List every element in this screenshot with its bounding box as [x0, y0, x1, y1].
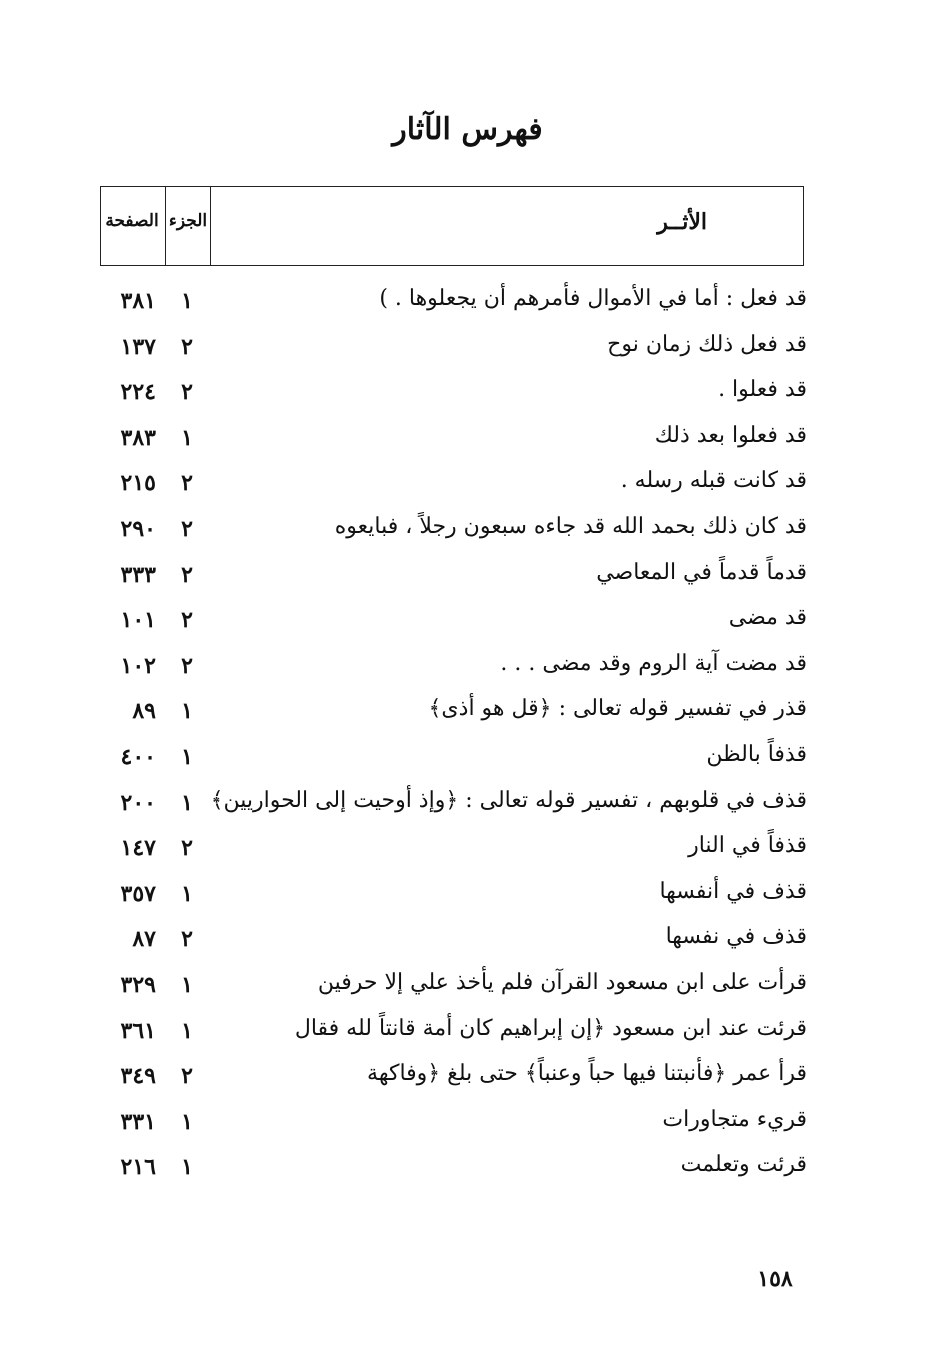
- index-entry: [0, 736, 935, 782]
- entry-volume: ٢: [181, 333, 193, 360]
- entry-volume: ٢: [181, 652, 193, 679]
- entry-text: قد فعل ذلك زمان نوح: [607, 331, 807, 357]
- entry-volume: ١: [181, 288, 193, 314]
- entry-text: قذف في نفسها: [665, 924, 807, 950]
- entry-volume: ١: [181, 698, 193, 725]
- athar-index-list: [0, 280, 935, 1192]
- entry-text: قد فعلوا بعد ذلك: [654, 422, 807, 448]
- index-entry: [0, 645, 935, 691]
- entry-page: ٣٢٩: [120, 971, 156, 998]
- index-entry: [0, 280, 935, 326]
- entry-page: ٢٠٠: [120, 789, 156, 816]
- entry-page: ٣٣١: [120, 1108, 156, 1135]
- entry-page: ٣٨١: [120, 288, 156, 314]
- entry-volume: ١: [181, 424, 193, 451]
- entry-volume: ٢: [181, 561, 193, 588]
- entry-volume: ١: [181, 971, 193, 998]
- page-number: ١٥٨: [757, 1266, 793, 1292]
- entry-text: قرأت على ابن مسعود القرآن فلم يأخذ علي إلا حرفين: [317, 969, 807, 995]
- entry-page: ٤٠٠: [120, 743, 156, 770]
- index-entry: [0, 1010, 935, 1056]
- index-entry: [0, 690, 935, 736]
- entry-volume: ٢: [181, 607, 193, 634]
- entry-text: قريء متجاورات: [662, 1106, 807, 1132]
- entry-page: ٢١٦: [120, 1154, 156, 1181]
- entry-page: ١٠٢: [120, 652, 156, 679]
- entry-page: ٣٣٣: [120, 561, 156, 588]
- index-entry: [0, 326, 935, 372]
- index-entry: [0, 873, 935, 919]
- entry-page: ٢١٥: [120, 470, 156, 497]
- index-entry: [0, 462, 935, 508]
- table-header: [100, 186, 804, 266]
- entry-text: قذف في أنفسها: [659, 878, 807, 904]
- entry-volume: ١: [181, 743, 193, 770]
- index-entry: [0, 371, 935, 417]
- entry-text: قد كانت قبله رسله .: [620, 468, 807, 494]
- index-entry: [0, 1055, 935, 1101]
- entry-volume: ١: [181, 880, 193, 907]
- index-entry: [0, 964, 935, 1010]
- entry-page: ٣٤٩: [120, 1063, 156, 1090]
- entry-page: ٣٥٧: [120, 880, 156, 907]
- entry-page: ٢٢٤: [120, 379, 156, 406]
- page-title: فهرس الآثار: [392, 112, 543, 147]
- index-entry: [0, 918, 935, 964]
- athar-column-header: الأثــر: [210, 187, 803, 265]
- entry-text: قذر في تفسير قوله تعالى : ﴿قل هو أذى﴾: [428, 696, 807, 722]
- entry-volume: ٢: [181, 470, 193, 497]
- index-entry: [0, 599, 935, 645]
- entry-page: ٣٦١: [120, 1017, 156, 1044]
- entry-text: قرئت وتعلمت: [680, 1152, 807, 1178]
- index-entry: [0, 827, 935, 873]
- entry-text: قد فعل : أما في الأموال فأمرهم أن يجعلوها . ): [379, 286, 807, 311]
- entry-text: قد مضت آية الروم وقد مضى . . .: [500, 650, 807, 676]
- entry-text: قرئت عند ابن مسعود ﴿إن إبراهيم كان أمة قانتاً لله فقال: [294, 1015, 807, 1041]
- index-entry: [0, 1146, 935, 1192]
- entry-volume: ١: [181, 789, 193, 816]
- entry-text: قد مضى: [728, 605, 807, 631]
- juz-column-header: الجزء: [165, 187, 210, 265]
- entry-volume: ٢: [181, 926, 193, 953]
- entry-page: ٣٨٣: [120, 424, 156, 451]
- entry-text: قذفاً بالظن: [706, 741, 807, 767]
- entry-volume: ١: [181, 1154, 193, 1181]
- entry-text: قد فعلوا .: [718, 377, 807, 403]
- entry-volume: ٢: [181, 1063, 193, 1090]
- index-entry: [0, 782, 935, 828]
- entry-page: ٨٩: [132, 698, 156, 725]
- index-entry: [0, 554, 935, 600]
- entry-text: قرأ عمر ﴿فأنبتنا فيها حباً وعنباً﴾ حتى بلغ ﴿وفاكهة: [367, 1061, 807, 1087]
- entry-text: قد كان ذلك بحمد الله قد جاءه سبعون رجلاً ، فبايعوه: [334, 513, 807, 539]
- page-column-header: الصفحة: [105, 211, 159, 231]
- index-entry: [0, 417, 935, 463]
- index-entry: [0, 1101, 935, 1147]
- entry-volume: ١: [181, 1017, 193, 1044]
- entry-page: ١٤٧: [120, 835, 156, 862]
- entry-volume: ١: [181, 1108, 193, 1135]
- entry-volume: ٢: [181, 515, 193, 542]
- entry-text: قذفاً في النار: [688, 833, 807, 859]
- entry-page: ٨٧: [132, 926, 156, 953]
- entry-text: قذف في قلوبهم ، تفسير قوله تعالى : ﴿وإذ أوحيت إلى الحواريين﴾: [210, 787, 807, 813]
- entry-volume: ٢: [181, 379, 193, 406]
- entry-page: ١٠١: [120, 607, 156, 634]
- entry-text: قدماً قدماً في المعاصي: [596, 559, 807, 585]
- entry-page: ٢٩٠: [120, 515, 156, 542]
- index-entry: [0, 508, 935, 554]
- entry-page: ١٣٧: [120, 333, 156, 360]
- entry-volume: ٢: [181, 835, 193, 862]
